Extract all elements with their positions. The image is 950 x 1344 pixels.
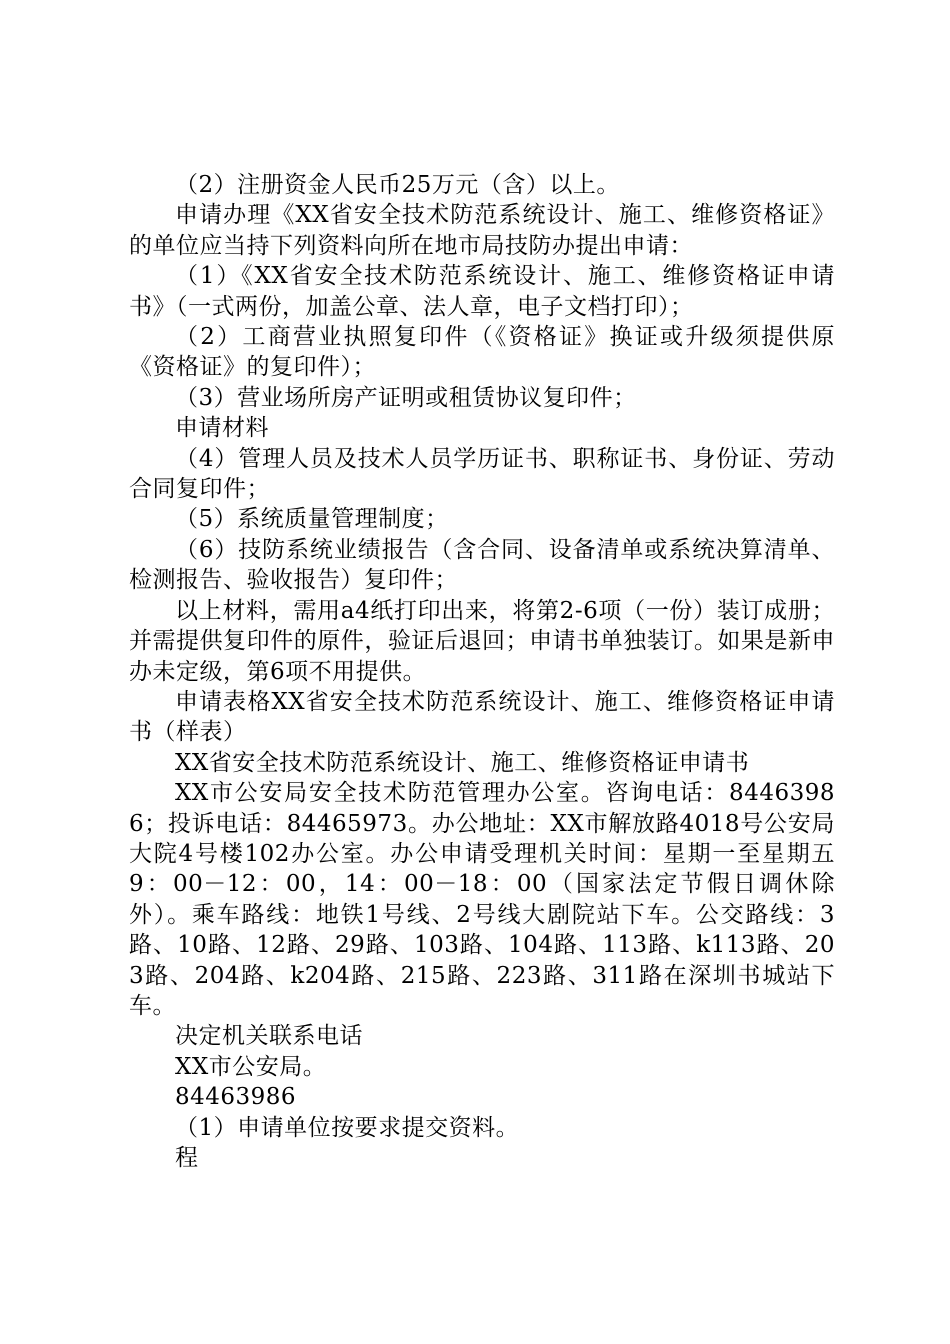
paragraph-item-1-application-form: （1）《XX省安全技术防范系统设计、施工、维修资格证申请书》（一式两份，加盖公章、法人章，电子文档打印）； bbox=[129, 263, 835, 320]
paragraph-procedure-heading: 程 bbox=[175, 1145, 199, 1171]
paragraph-heading-materials: 申请材料 bbox=[175, 415, 269, 442]
paragraph-procedure-step-1: （1）申请单位按要求提交资料。 bbox=[175, 1114, 520, 1141]
document-body bbox=[129, 170, 835, 1173]
paragraph-item-3-premises-proof: （3）营业场所房产证明或租赁协议复印件； bbox=[175, 384, 637, 411]
paragraph-heading-contact-phone: 决定机关联系电话 bbox=[175, 1023, 363, 1050]
paragraph-printing-instructions: 以上材料，需用a4纸打印出来，将第2-6项（一份）装订成册；并需提供复印件的原件，验证后退回；申请书单独装订。如果是新申办未定级，第6项不用提供。 bbox=[129, 597, 835, 685]
paragraph-item-6-performance-report: （6）技防系统业绩报告（含合同、设备清单或系统决算清单、检测报告、验收报告）复印件； bbox=[129, 536, 835, 594]
paragraph-authority-name: XX市公安局。 bbox=[175, 1053, 327, 1080]
paragraph-office-contact-info: XX市公安局安全技术防范管理办公室。咨询电话：84463986；投诉电话：84465973。办公地址：XX市解放路4018号公安局大院4号楼102办公室。办公申请受理机关时间：星期一至星期五9：00－12：00，14：00－18：00（国家法定节假日调休除外）。乘车路线：地铁1号线、2号线大剧院站下车。公交路线：3路、10路、12路、29路、103路、104路、113路、k113路、203路、204路、k204路、215路、223路、311路在深圳书城站下车。 bbox=[129, 780, 835, 1019]
paragraph-item-4-staff-certificates: （4）管理人员及技术人员学历证书、职称证书、身份证、劳动合同复印件； bbox=[129, 445, 835, 503]
paragraph-form-title: XX省安全技术防范系统设计、施工、维修资格证申请书 bbox=[175, 749, 750, 776]
paragraph-item-2-business-license: （2）工商营业执照复印件（《资格证》换证或升级须提供原《资格证》的复印件）； bbox=[129, 324, 835, 381]
paragraph-registered-capital: （2）注册资金人民币25万元（含）以上。 bbox=[175, 172, 620, 198]
paragraph-item-5-quality-system: （5）系统质量管理制度； bbox=[175, 506, 449, 533]
paragraph-form-sample: 申请表格XX省安全技术防范系统设计、施工、维修资格证申请书（样表） bbox=[129, 688, 835, 746]
paragraph-authority-phone: 84463986 bbox=[175, 1084, 297, 1111]
paragraph-application-intro: 申请办理《XX省安全技术防范系统设计、施工、维修资格证》的单位应当持下列资料向所在地市局技防办提出申请： bbox=[129, 202, 835, 259]
